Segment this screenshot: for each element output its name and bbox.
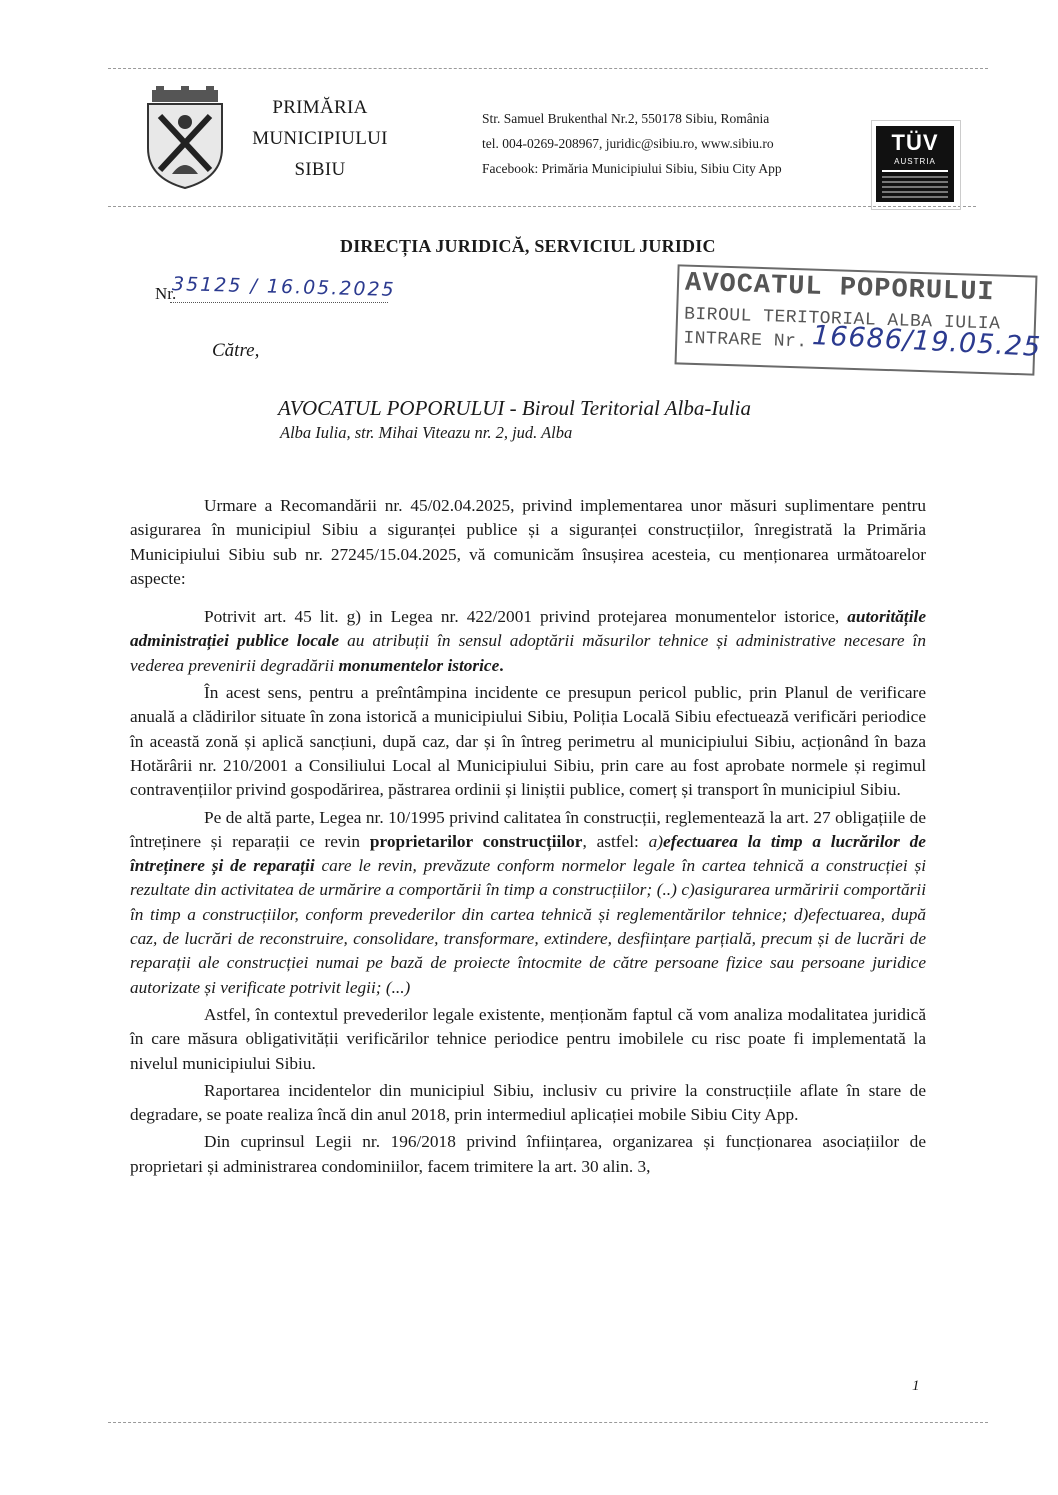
bottom-rule [108, 1422, 988, 1423]
address-line: Str. Samuel Brukenthal Nr.2, 550178 Sibiu, România [482, 111, 770, 126]
stamp-line1: AVOCATUL POPORULUI [684, 268, 996, 309]
institution-name [245, 92, 395, 185]
institution-line: SIBIU [294, 159, 346, 180]
tuv-logo-line1: TÜV [891, 130, 939, 155]
addressee-address: Alba Iulia, str. Mihai Viteazu nr. 2, jud. Alba [280, 423, 573, 442]
salutation: Către, [212, 340, 260, 361]
letter-body [130, 494, 926, 1182]
phone-email-line: tel. 004-0269-208967, juridic@sibiu.ro, www.sibiu.ro [482, 136, 774, 151]
department-title: DIRECȚIA JURIDICĂ, SERVICIUL JURIDIC [340, 236, 716, 256]
stamp-line2: BIROUL TERITORIAL ALBA IULIA [683, 304, 1001, 335]
paragraph: Raportarea incidentelor din municipiul Sibiu, inclusiv cu privire la construcțiile aflate în stare de degradare, se poate realiza încă din anul 2018, prin intermediul aplicației mobile Sibiu City App. [130, 1080, 926, 1125]
paragraph: Din cuprinsul Legii nr. 196/2018 privind înființarea, organizarea și funcționarea asociațiilor de proprietari și administrarea condominiilor, facem trimitere la art. 30 alin. 3, [130, 1132, 926, 1176]
paragraph: Pe de altă parte, Legea nr. 10/1995 privind calitatea în construcții, reglementează la art. 27 obligațiile de întreținere și reparații ce revin proprietarilor construcțiilor, astfel: a)efectuarea la timp a lucrărilor de întreținere și de reparații care le revin, prevăzute conform normelor legale în cartea tehnică a construcției și rezultate din activitatea de urmărire a comportării în timp a construcțiilor; (..) c)asigurarea urmăririi comportării în timp a construcțiilor, conform prevederilor din cartea tehnică și reglementărilor tehnice; d)efectuarea, după caz, de lucrări de reconstruire, consolidare, transformare, extindere, desființare parțială, precum și de lucrări de reparații ale construcției numai pe bază de proiecte întocmite de către persoane fizice sau persoane juridice autorizate și verificate potrivit legii; (...) [130, 807, 926, 997]
institution-line: PRIMĂRIA [272, 97, 368, 118]
institution-line: MUNICIPIULUI [252, 128, 388, 149]
sibiu-coat-of-arms-icon [142, 86, 228, 190]
stamp-line3: INTRARE Nr. [683, 328, 808, 353]
registration-handwritten: 35125 / 16.05.2025 [171, 273, 396, 301]
paragraph: Astfel, în contextul prevederilor legale existente, menționăm faptul că vom analiza modalitatea juridică în care măsura obligativității verificărilor tehnice periodice pentru imobilele cu risc poate fi implementată la nivelul municipiului Sibiu. [130, 1004, 926, 1073]
registration-label: Nr. [155, 284, 177, 303]
paragraph: În acest sens, pentru a preîntâmpina incidente ce presupun pericol public, prin Planul de verificare anuală a clădirilor situate în zona istorică a municipiului Sibiu, Poliția Locală Sibiu efectuează verificări periodice în această zonă și aplică sancțiuni, după caz, dar și în întreg perimetru al municipiului Sibiu, acționând în baza Hotărârii nr. 210/2001 a Consiliului Local al Municipiului Sibiu, prin care au fost aprobate normele și regimul contravențiilor privind gospodărirea, păstrarea ordinii și liniștii publice, comerț și transport în municipiul Sibiu. [130, 683, 926, 800]
contact-block [482, 106, 852, 181]
tuv-logo-line2: AUSTRIA [894, 157, 936, 166]
header-rule [108, 206, 976, 207]
paragraph: Potrivit art. 45 lit. g) in Legea nr. 422/2001 privind protejarea monumentelor istorice, autoritățile administrației publice locale au atribuții în sensul adoptării măsurilor tehnice și administrative necesare în vederea prevenirii degradării monumentelor istorice. [130, 607, 927, 675]
page-number: 1 [912, 1378, 920, 1394]
addressee-name: AVOCATUL POPORULUI - Biroul Teritorial Alba-Iulia [278, 396, 751, 420]
facebook-line: Facebook: Primăria Municipiului Sibiu, Sibiu City App [482, 161, 782, 176]
top-rule [108, 68, 988, 69]
registration-dotted-line [170, 302, 388, 303]
tuv-austria-logo-icon [876, 126, 954, 202]
paragraph: Urmare a Recomandării nr. 45/02.04.2025, privind implementarea unor măsuri suplimentare pentru asigurarea în municipiul Sibiu a siguranței publice și a siguranței construcțiilor, înregistrată la Primăria Municipiului Sibiu sub nr. 27245/15.04.2025, vă comunicăm însușirea acesteia, cu menționarea următoarelor aspecte: [130, 496, 926, 588]
stamp-handwritten: 16686/19.05.25 [811, 320, 1042, 363]
